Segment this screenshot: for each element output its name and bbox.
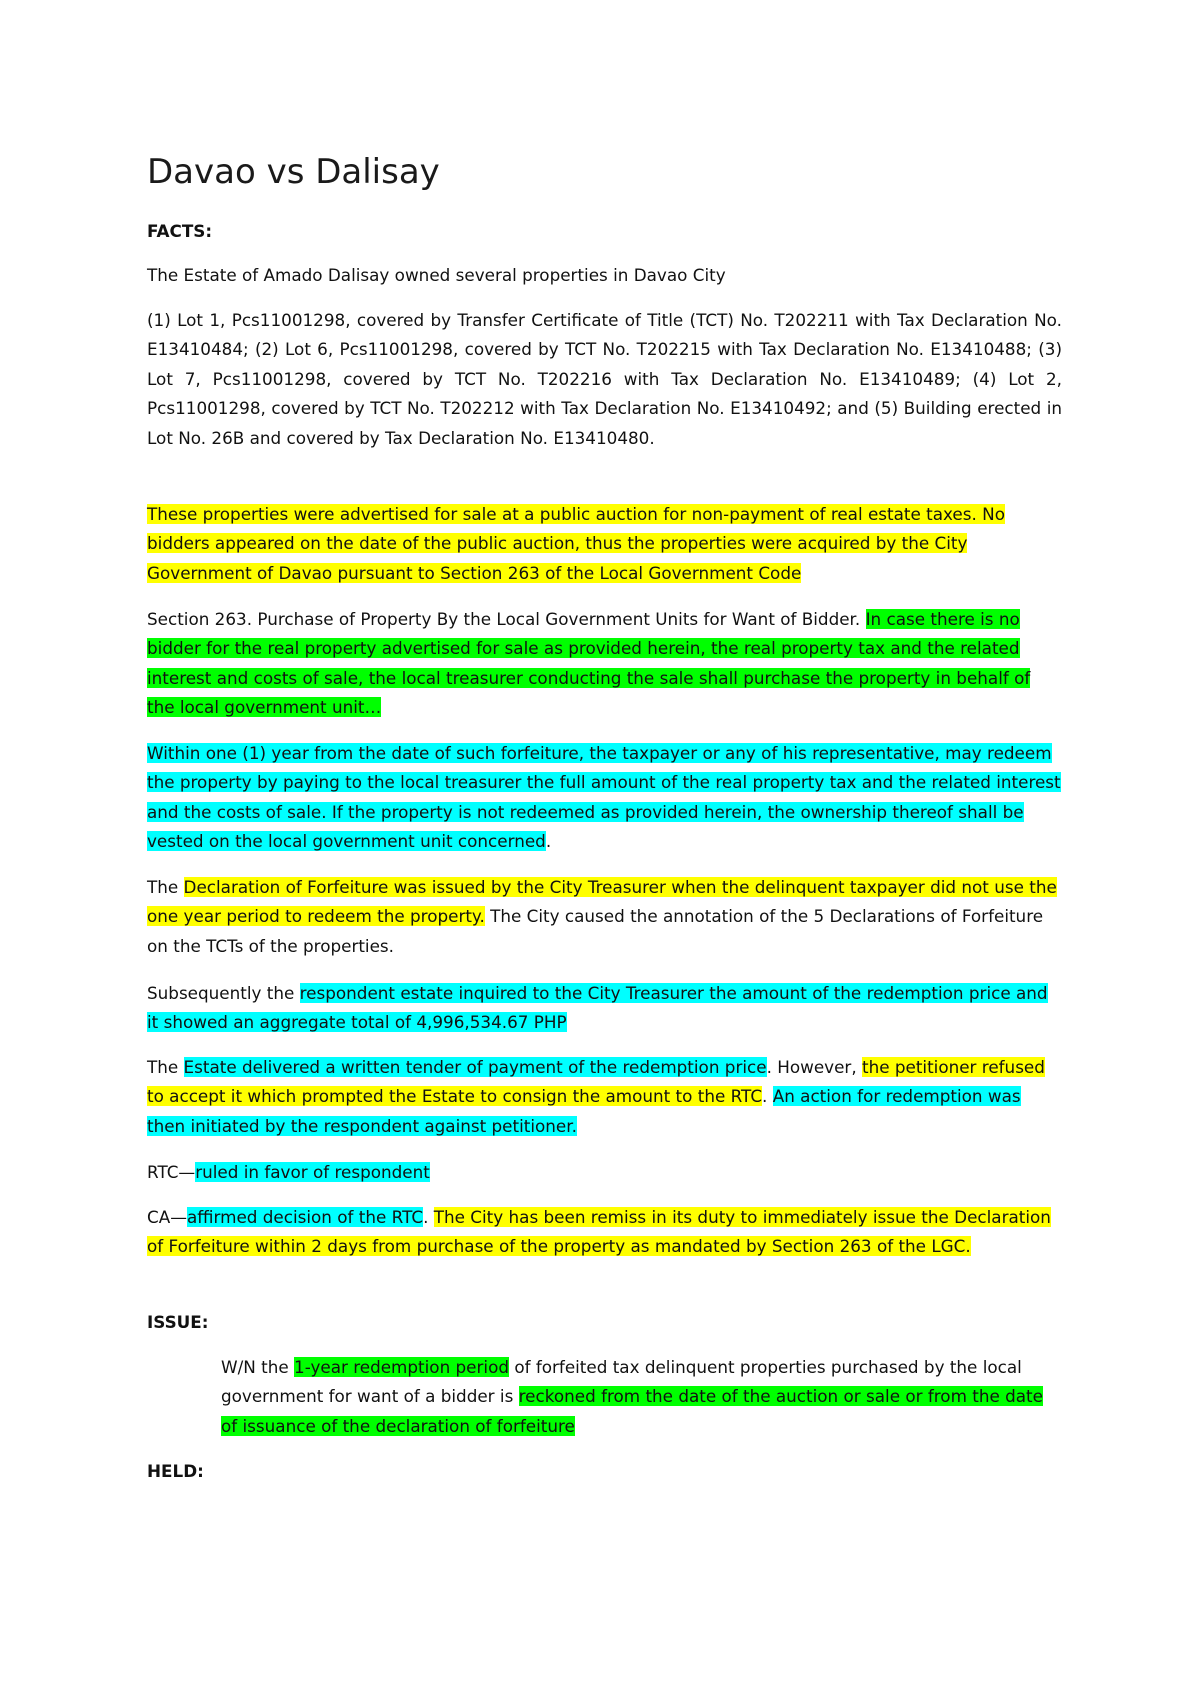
- paragraph-section-263: [147, 605, 1062, 723]
- highlight-redemption-period: 1-year redemption period: [294, 1357, 509, 1377]
- text-period-3: .: [423, 1207, 434, 1227]
- paragraph-issue: [147, 1353, 1062, 1441]
- highlight-redemption-rule: Within one (1) year from the date of such forfeiture, the taxpayer or any of his representative, may redeem the property by paying to the local treasurer the full amount of the real property tax and the related interest and the costs of sale. If the property is not redeemed as provided herein, the ownership thereof shall be vested on the local government unit concerned: [147, 743, 1061, 852]
- highlight-refusal: the petitioner refused to accept it which prompted the Estate to consign the amount to the RTC: [147, 1057, 1045, 1107]
- highlight-rtc-ruling: ruled in favor of respondent: [195, 1162, 430, 1182]
- highlight-remiss: The City has been remiss in its duty to immediately issue the Declaration of Forfeiture within 2 days from purchase of the property as mandated by Section 263 of the LGC.: [147, 1207, 1051, 1257]
- held-heading: HELD:: [147, 1461, 204, 1481]
- text-annotation: The City caused the annotation of the 5 Declarations of Forfeiture on the TCTs of the properties.: [147, 906, 1044, 956]
- text-subsequently: Subsequently the: [147, 983, 300, 1003]
- section-263-heading: Section 263. Purchase of Property By the Local Government Units for Want of Bidder.: [147, 609, 866, 629]
- facts-heading: FACTS:: [147, 221, 213, 241]
- text-wn: W/N the: [221, 1357, 295, 1377]
- ca-label: CA—: [147, 1207, 187, 1227]
- text-period-2: .: [762, 1086, 773, 1107]
- highlight-redemption-price: respondent estate inquired to the City Treasurer the amount of the redemption price and it showed an aggregate total of 4,996,534.67 PHP: [147, 983, 1048, 1033]
- text-the-2: The: [147, 1057, 184, 1077]
- highlight-section-263: In case there is no bidder for the real property advertised for sale as provided herein, the real property tax and the related interest and costs of sale, the local treasurer conducting the sale shall purchase the property in behalf of the local government unit…: [147, 609, 1031, 718]
- paragraph-rtc: [147, 1158, 1062, 1187]
- paragraph-redemption-rule: [147, 739, 1062, 857]
- highlight-tender: Estate delivered a written tender of payment of the redemption price: [183, 1057, 767, 1077]
- text-however: . However,: [766, 1057, 862, 1077]
- highlight-auction: These properties were advertised for sale at a public auction for non-payment of real estate taxes. No bidders appeared on the date of the public auction, thus the properties were acquired by the City Government of Davao pursuant to Section 263 of the Local Government Code: [147, 504, 1005, 583]
- highlight-ca-ruling: affirmed decision of the RTC: [186, 1207, 424, 1227]
- rtc-label: RTC—: [147, 1162, 196, 1182]
- highlight-declaration: Declaration of Forfeiture was issued by the City Treasurer when the delinquent taxpayer did not use the one year period to redeem the property.: [147, 877, 1057, 927]
- text-the: The: [147, 877, 184, 897]
- paragraph-ca: [147, 1203, 1062, 1262]
- period-text: .: [545, 831, 552, 852]
- text-issue-middle: of forfeited tax delinquent properties purchased by the local government for want of a bidder is: [221, 1357, 1022, 1407]
- paragraph-declaration-forfeiture: [147, 873, 1062, 961]
- issue-heading: ISSUE:: [147, 1312, 209, 1332]
- document-title: Davao vs Dalisay: [147, 152, 440, 192]
- highlight-reckoned: reckoned from the date of the auction or sale or from the date of issuance of the declaration of forfeiture: [221, 1386, 1043, 1436]
- paragraph-property-list: (1) Lot 1, Pcs11001298, covered by Transfer Certificate of Title (TCT) No. T202211 with Tax Declaration No. E13410484; (2) Lot 6, Pcs11001298, covered by TCT No. T202215 with Tax Declaration No. E13410488; (3) Lot 7, Pcs11001298, covered by TCT No. T202216 with Tax Declaration No. E13410489; (4) Lot 2, Pcs11001298, covered by TCT No. T202212 with Tax Declaration No. E13410492; and (5) Building erected in Lot No. 26B and covered by Tax Declaration No. E13410480.: [147, 310, 1062, 448]
- highlight-action: An action for redemption was then initiated by the respondent against petitioner.: [147, 1086, 1021, 1136]
- paragraph-redemption-price: [147, 979, 1062, 1038]
- paragraph-tender-payment: [147, 1053, 1062, 1141]
- paragraph-auction: [147, 500, 1062, 588]
- paragraph-estate-intro: The Estate of Amado Dalisay owned several properties in Davao City: [147, 265, 726, 285]
